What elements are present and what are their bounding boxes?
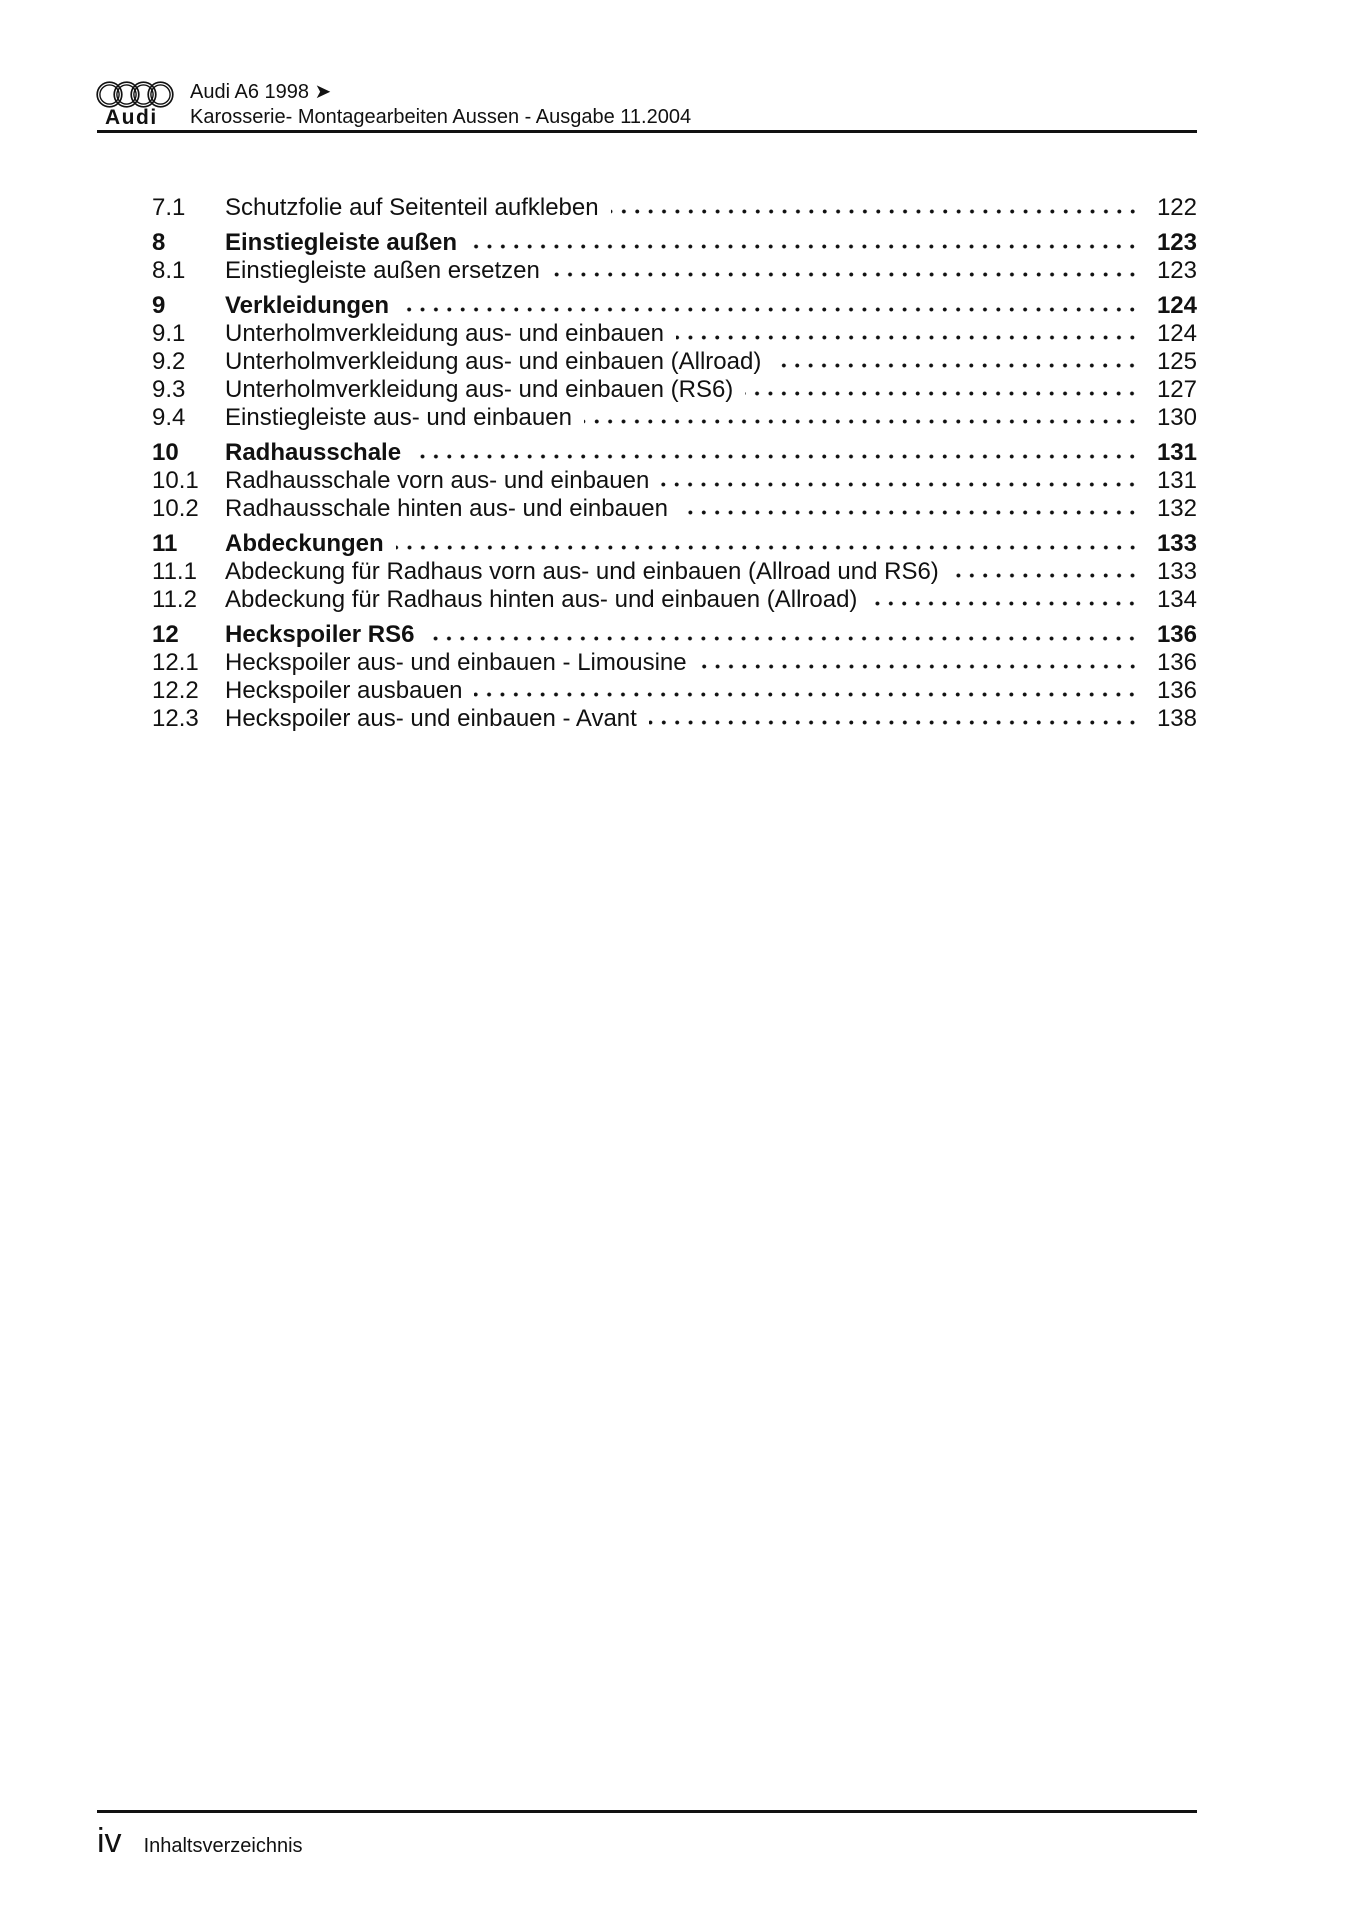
toc-entry-number: 11: [152, 530, 178, 557]
toc-entry-page: 138: [1156, 705, 1197, 732]
header-rule: [97, 130, 1197, 133]
toc-entry-number: 9.4: [152, 404, 186, 431]
toc-entry-number: 10.2: [152, 495, 199, 522]
dot-leader: [773, 348, 1139, 376]
toc-entry-page: 122: [1156, 194, 1197, 221]
toc-entry: [97, 194, 1197, 222]
toc-entry-title: Heckspoiler ausbauen: [225, 677, 463, 704]
toc-entry-page: 136: [1156, 621, 1197, 648]
toc-entry-number: 9.2: [152, 348, 186, 375]
toc-entry-title: Einstiegleiste außen: [225, 229, 458, 256]
toc-entry: [97, 257, 1197, 285]
dot-leader: [951, 558, 1139, 586]
toc-entry: [97, 677, 1197, 705]
toc-entry-number: 9: [152, 292, 166, 319]
toc-entry-number: 12.1: [152, 649, 199, 676]
toc-entry-title: Einstiegleiste außen ersetzen: [225, 257, 540, 284]
toc-entry: [97, 467, 1197, 495]
toc-entry-page: 133: [1156, 530, 1197, 557]
toc-entry-title: Radhausschale hinten aus- und einbauen: [225, 495, 669, 522]
toc-entry-title: Heckspoiler aus- und einbauen - Avant: [225, 705, 637, 732]
toc-entry-page: 124: [1156, 320, 1197, 347]
dot-leader: [745, 376, 1139, 404]
header-subtitle: Karosserie- Montagearbeiten Aussen - Ausgabe 11.2004: [190, 106, 692, 128]
toc-entry-page: 130: [1156, 404, 1197, 431]
toc-entry: [97, 404, 1197, 432]
dot-leader: [469, 229, 1139, 257]
toc-entry: [97, 558, 1197, 586]
toc-entry: [97, 530, 1197, 558]
dot-leader: [396, 530, 1139, 558]
audi-wordmark: Audi: [105, 106, 158, 129]
toc-entry-title: Schutzfolie auf Seitenteil aufkleben: [225, 194, 599, 221]
toc-entry: [97, 621, 1197, 649]
toc-entry-number: 11.1: [152, 558, 197, 585]
toc-entry-page: 124: [1156, 292, 1197, 319]
toc-entry: [97, 705, 1197, 733]
dot-leader: [649, 705, 1139, 733]
dot-leader: [584, 404, 1139, 432]
toc-entry-number: 10.1: [152, 467, 199, 494]
toc-entry-title: Radhausschale: [225, 439, 402, 466]
toc-entry-page: 132: [1156, 495, 1197, 522]
toc-entry-page: 123: [1156, 257, 1197, 284]
toc-entry-title: Unterholmverkleidung aus- und einbauen: [225, 320, 664, 347]
toc-entry-title: Abdeckungen: [225, 530, 384, 557]
toc-entry-page: 136: [1156, 649, 1197, 676]
toc-entry-page: 134: [1156, 586, 1197, 613]
audi-rings-icon: [96, 80, 174, 109]
toc-entry-title: Unterholmverkleidung aus- und einbauen (RS6): [225, 376, 734, 403]
toc-entry-number: 8.1: [152, 257, 186, 284]
toc-entry: [97, 292, 1197, 320]
toc-entry-title: Einstiegleiste aus- und einbauen: [225, 404, 572, 431]
toc-entry-number: 7.1: [152, 194, 186, 221]
toc-entry-title: Abdeckung für Radhaus vorn aus- und einbauen (Allroad und RS6): [225, 558, 939, 585]
toc-entry-title: Abdeckung für Radhaus hinten aus- und einbauen (Allroad): [225, 586, 858, 613]
toc-entry-page: 123: [1156, 229, 1197, 256]
dot-leader: [401, 292, 1139, 320]
dot-leader: [426, 621, 1139, 649]
toc-entry-number: 8: [152, 229, 166, 256]
toc-entry-number: 10: [152, 439, 179, 466]
toc-list: [97, 194, 1197, 733]
toc-entry-page: 125: [1156, 348, 1197, 375]
toc-entry-number: 11.2: [152, 586, 197, 613]
toc-entry-number: 12.2: [152, 677, 199, 704]
dot-leader: [680, 495, 1139, 523]
footer-page-number: iv: [97, 1822, 122, 1860]
footer-section-label: Inhaltsverzeichnis: [143, 1835, 303, 1857]
dot-leader: [699, 649, 1139, 677]
toc-entry: [97, 586, 1197, 614]
dot-leader: [869, 586, 1139, 614]
toc-entry-number: 9.1: [152, 320, 186, 347]
header-model-line: Audi A6 1998 ➤: [190, 81, 332, 103]
toc-entry-page: 136: [1156, 677, 1197, 704]
toc-entry-title: Heckspoiler aus- und einbauen - Limousine: [225, 649, 687, 676]
dot-leader: [552, 257, 1139, 285]
toc-entry-number: 12: [152, 621, 179, 648]
toc-entry-page: 133: [1156, 558, 1197, 585]
dot-leader: [474, 677, 1139, 705]
toc-entry-title: Radhausschale vorn aus- und einbauen: [225, 467, 650, 494]
toc-entry-page: 131: [1156, 439, 1197, 466]
toc-entry: [97, 229, 1197, 257]
dot-leader: [676, 320, 1139, 348]
toc-entry: [97, 320, 1197, 348]
toc-entry: [97, 649, 1197, 677]
toc-entry: [97, 348, 1197, 376]
toc-entry-title: Heckspoiler RS6: [225, 621, 415, 648]
dot-leader: [413, 439, 1139, 467]
toc-entry: [97, 376, 1197, 404]
toc-entry-title: Unterholmverkleidung aus- und einbauen (Allroad): [225, 348, 762, 375]
toc-entry-number: 12.3: [152, 705, 199, 732]
toc-entry-title: Verkleidungen: [225, 292, 390, 319]
footer-rule: [97, 1810, 1197, 1813]
footer: [97, 1822, 303, 1861]
dot-leader: [611, 194, 1139, 222]
dot-leader: [661, 467, 1139, 495]
toc-entry-number: 9.3: [152, 376, 186, 403]
toc-entry: [97, 439, 1197, 467]
toc-entry: [97, 495, 1197, 523]
toc-entry-page: 131: [1156, 467, 1197, 494]
toc-entry-page: 127: [1156, 376, 1197, 403]
